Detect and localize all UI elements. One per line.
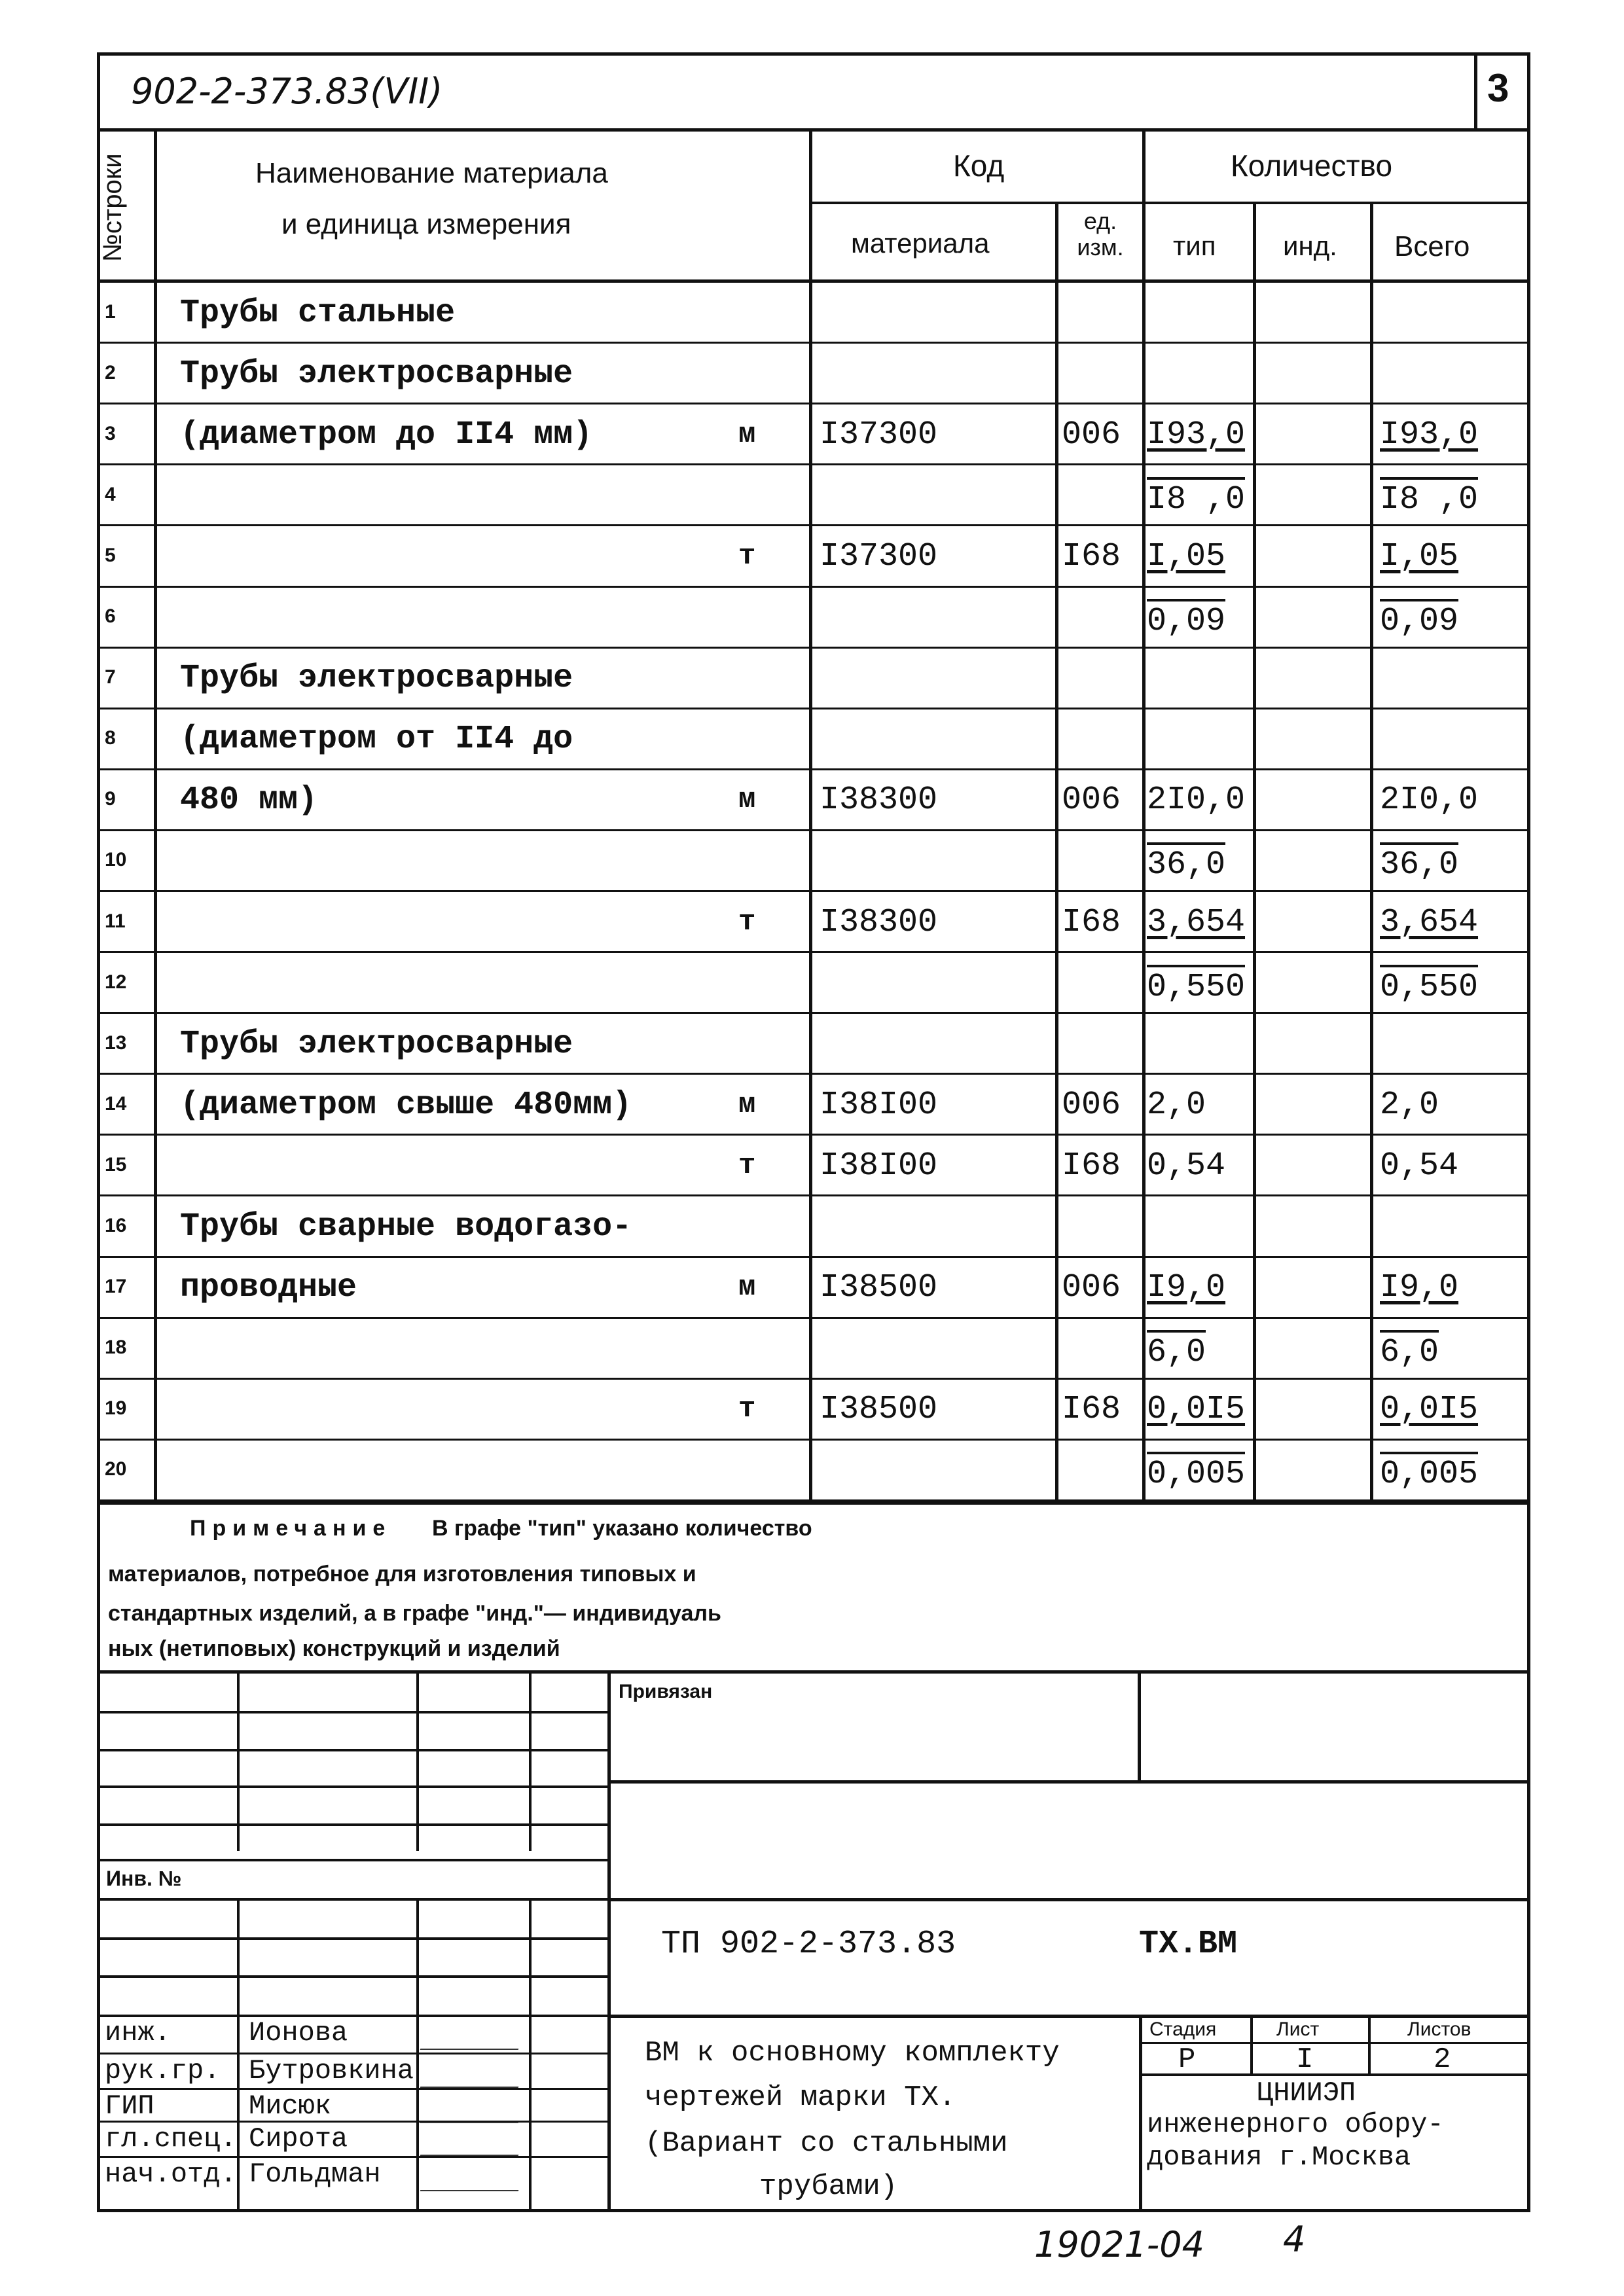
total-quantity: 0,0I5: [1380, 1391, 1479, 1428]
sheets-value: 2: [1434, 2043, 1451, 2076]
row-number: 16: [105, 1215, 127, 1236]
drawing-mark: ТХ.ВМ: [1139, 1926, 1238, 1963]
type-quantity: 0,54: [1147, 1147, 1226, 1185]
code-header: Код: [953, 149, 1005, 183]
unit-header: ед. изм.: [1077, 207, 1124, 260]
total-quantity: 2I0,0: [1380, 781, 1479, 819]
row-number: 20: [105, 1458, 127, 1480]
unit-code: I68: [1062, 904, 1121, 941]
type-quantity: 0,09: [1147, 599, 1225, 640]
material-name: Трубы сварные водогазо-: [180, 1208, 632, 1246]
total-quantity: 36,0: [1380, 842, 1458, 884]
signature: [420, 2093, 530, 2123]
approver-name: Гольдман: [249, 2159, 381, 2190]
total-quantity: 0,09: [1380, 599, 1458, 640]
unit-code: 006: [1062, 781, 1121, 819]
row-number: 1: [105, 301, 116, 323]
row-number: 15: [105, 1154, 127, 1175]
code-material-header: материала: [851, 228, 990, 259]
row-number: 7: [105, 666, 116, 688]
type-quantity: I9,0: [1147, 1269, 1226, 1306]
unit-code: I68: [1062, 1391, 1121, 1428]
type-quantity: 0,550: [1147, 965, 1245, 1006]
unit-symbol: м: [738, 1271, 756, 1304]
total-quantity: 6,0: [1380, 1330, 1439, 1371]
unit-symbol: м: [738, 1088, 756, 1121]
material-name: Трубы стальные: [180, 295, 456, 332]
type-quantity: 0,0I5: [1147, 1391, 1246, 1428]
unit-symbol: м: [738, 783, 756, 816]
doc-title-line1: ВМ к основному комплекту: [645, 2037, 1060, 2070]
approver-role: гл.спец.: [105, 2123, 237, 2155]
unit-symbol: т: [738, 1393, 756, 1426]
total-quantity: 3,654: [1380, 904, 1479, 941]
row-number: 8: [105, 727, 116, 749]
material-code: I38500: [820, 1391, 938, 1428]
quantity-header: Количество: [1231, 149, 1393, 183]
stage-label: Стадия: [1149, 2018, 1217, 2040]
stage-value: Р: [1178, 2043, 1196, 2076]
row-number-header: №строки: [98, 153, 127, 262]
type-quantity: I8 ,0: [1147, 477, 1245, 518]
material-name: Трубы электросварные: [180, 660, 573, 697]
note-line-1: В графе "тип" указано количество: [432, 1516, 812, 1541]
row-number: 5: [105, 545, 116, 566]
row-number: 2: [105, 362, 116, 384]
material-code: I38300: [820, 781, 938, 819]
sheet-number: 3: [1487, 66, 1509, 110]
type-quantity: 0,005: [1147, 1452, 1245, 1493]
doc-title-line3: (Вариант со стальными: [645, 2127, 1008, 2160]
row-number: 14: [105, 1093, 127, 1115]
unit-symbol: т: [738, 1149, 756, 1182]
row-number: 11: [105, 910, 126, 932]
unit-code: I68: [1062, 538, 1121, 575]
approver-role: инж.: [105, 2017, 171, 2049]
material-name: Трубы электросварные: [180, 355, 573, 393]
unit-code: 006: [1062, 416, 1121, 454]
doc-title-line4: трубами): [759, 2170, 898, 2203]
unit-symbol: т: [738, 540, 756, 573]
total-header: Всего: [1394, 230, 1470, 262]
material-code: I38I00: [820, 1147, 938, 1185]
material-name: 480 мм): [180, 781, 318, 819]
total-quantity: 0,550: [1380, 965, 1478, 1006]
sheet-value: I: [1296, 2043, 1314, 2076]
ind-header: инд.: [1283, 230, 1337, 261]
row-number: 4: [105, 484, 116, 505]
type-quantity: I93,0: [1147, 416, 1246, 454]
org-line3: дования г.Москва: [1147, 2142, 1411, 2173]
material-name: проводные: [180, 1269, 357, 1306]
row-number: 18: [105, 1336, 127, 1358]
type-quantity: 2I0,0: [1147, 781, 1246, 819]
approver-name: Бутровкина: [249, 2055, 414, 2087]
approver-role: рук.гр.: [105, 2055, 221, 2087]
note-line-4: ных (нетиповых) конструкций и изделий: [108, 1636, 560, 1661]
name-header-line1: Наименование материала: [255, 157, 608, 189]
unit-symbol: м: [738, 418, 756, 451]
inventory-number-label: Инв. №: [106, 1867, 182, 1890]
type-quantity: 36,0: [1147, 842, 1225, 884]
total-quantity: I,05: [1380, 538, 1459, 575]
row-number: 12: [105, 971, 127, 993]
note-heading: Примечание: [190, 1516, 392, 1541]
row-number: 19: [105, 1397, 127, 1419]
total-quantity: I93,0: [1380, 416, 1479, 454]
note-line-2: материалов, потребное для изготовления типовых и: [108, 1562, 696, 1587]
project-code: ТП 902-2-373.83: [661, 1926, 956, 1963]
signature: [420, 2058, 530, 2088]
total-quantity: 0,54: [1380, 1147, 1459, 1185]
note-line-3: стандартных изделий, а в графе "инд."— индивидуаль: [108, 1601, 721, 1626]
unit-code: 006: [1062, 1269, 1121, 1306]
unit-symbol: т: [738, 906, 756, 939]
row-number: 6: [105, 605, 116, 627]
material-name: (диаметром свыше 480мм): [180, 1086, 632, 1124]
sheet-label: Лист: [1276, 2018, 1320, 2040]
approver-name: Сирота: [249, 2123, 348, 2155]
total-quantity: I8 ,0: [1380, 477, 1478, 518]
total-quantity: I9,0: [1380, 1269, 1459, 1306]
type-quantity: I,05: [1147, 538, 1226, 575]
doc-title-line2: чертежей марки ТХ.: [645, 2081, 956, 2114]
doc-code: 902-2-373.83(VII): [131, 71, 443, 112]
org-line1: ЦНИИЭП: [1257, 2077, 1356, 2109]
approver-role: нач.отд.: [105, 2159, 237, 2190]
material-code: I38500: [820, 1269, 938, 1306]
row-number: 10: [105, 849, 127, 870]
material-name: Трубы электросварные: [180, 1026, 573, 1063]
signature: [420, 2161, 530, 2191]
archive-number: 19021-04: [1034, 2224, 1204, 2265]
row-number: 3: [105, 423, 116, 444]
type-quantity: 6,0: [1147, 1330, 1206, 1371]
approver-role: ГИП: [105, 2090, 154, 2122]
material-code: I38300: [820, 904, 938, 941]
name-header-line2: и единица измерения: [281, 208, 571, 240]
row-number: 9: [105, 788, 116, 810]
type-header: тип: [1173, 230, 1216, 261]
unit-code: I68: [1062, 1147, 1121, 1185]
row-number: 13: [105, 1032, 127, 1054]
material-name: (диаметром до II4 мм): [180, 416, 593, 454]
material-code: I37300: [820, 416, 938, 454]
sheets-label: Листов: [1407, 2018, 1471, 2040]
unit-code: 006: [1062, 1086, 1121, 1124]
signature: [420, 2020, 530, 2050]
material-code: I38I00: [820, 1086, 938, 1124]
approver-name: Ионова: [249, 2017, 348, 2049]
approver-name: Мисюк: [249, 2090, 332, 2122]
type-quantity: 2,0: [1147, 1086, 1206, 1124]
material-code: I37300: [820, 538, 938, 575]
total-quantity: 2,0: [1380, 1086, 1439, 1124]
signature: [420, 2126, 530, 2156]
total-quantity: 0,005: [1380, 1452, 1478, 1493]
privyazan-label: Привязан: [619, 1681, 713, 1702]
material-name: (диаметром от II4 до: [180, 721, 573, 758]
type-quantity: 3,654: [1147, 904, 1246, 941]
row-number: 17: [105, 1276, 127, 1297]
org-line2: инженерного обору-: [1147, 2109, 1444, 2140]
page-mark: 4: [1283, 2219, 1306, 2260]
